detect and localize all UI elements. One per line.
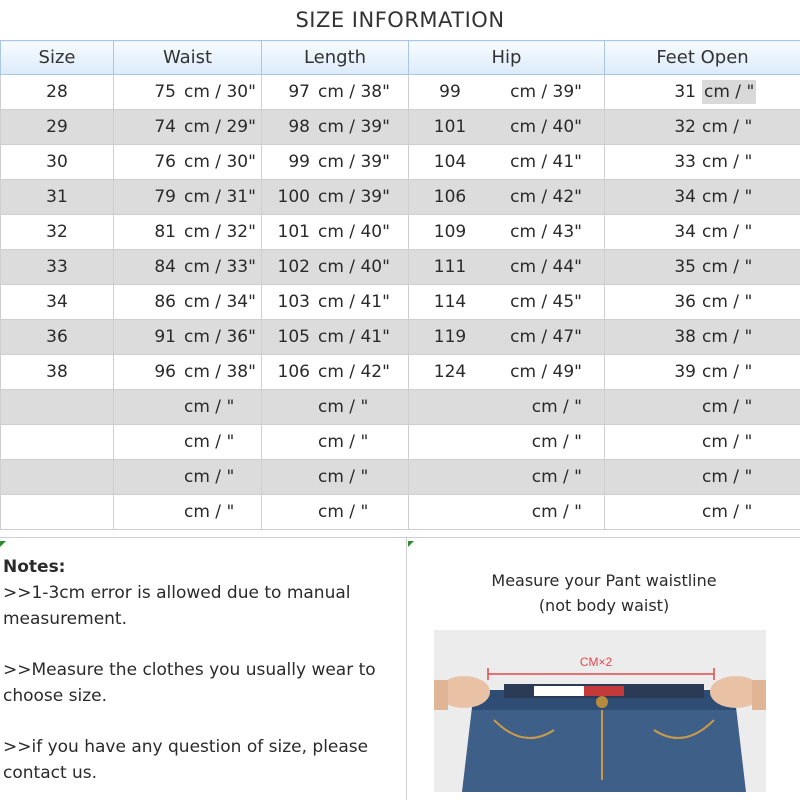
feet-unit-text	[702, 502, 800, 522]
waist-cell	[114, 75, 262, 110]
waist-cell	[114, 355, 262, 390]
feet-cell	[605, 75, 800, 110]
feet-cm-value: 39	[674, 362, 696, 382]
feet-unit-label: cm / "	[702, 152, 753, 172]
feet-unit-text	[702, 362, 800, 382]
waist-cell	[114, 250, 262, 285]
hip-unit-text	[475, 397, 604, 417]
waist-unit-text	[184, 502, 261, 522]
hip-cell	[409, 110, 605, 145]
size-cell	[1, 390, 114, 425]
waist-unit-text	[184, 327, 261, 347]
hip-unit-text	[475, 257, 604, 277]
size-table	[0, 40, 800, 530]
waist-unit-text	[184, 117, 261, 137]
waist-unit-text	[184, 257, 261, 277]
hip-unit-label: cm / "	[531, 502, 582, 522]
waist-cell	[114, 460, 262, 495]
hip-cell	[409, 215, 605, 250]
length-unit-text	[318, 432, 408, 452]
hip-cell	[409, 285, 605, 320]
hip-unit-text	[475, 82, 604, 102]
waist-unit-text	[184, 362, 261, 382]
notes-panel	[0, 538, 407, 800]
feet-cm-value: 34	[674, 222, 696, 242]
feet-cell	[605, 355, 800, 390]
size-cell: 36	[1, 320, 114, 355]
hip-unit-text	[475, 222, 604, 242]
waist-cell	[114, 320, 262, 355]
jeans-waist-photo	[434, 630, 766, 792]
length-cell	[262, 145, 409, 180]
feet-cell	[605, 285, 800, 320]
length-unit-label: cm / 41"	[318, 292, 390, 312]
feet-cm-value: 34	[674, 187, 696, 207]
waist-unit-text	[184, 467, 261, 487]
measure-label: CM×2	[579, 655, 613, 669]
feet-unit-label: cm / "	[702, 222, 753, 242]
size-cell: 33	[1, 250, 114, 285]
waist-cm-value: 86	[154, 292, 176, 312]
feet-unit-text	[702, 397, 800, 417]
feet-unit-label: cm / "	[702, 187, 753, 207]
hip-unit-text	[475, 152, 604, 172]
feet-unit-text	[702, 327, 800, 347]
waist-cm-value: 75	[154, 82, 176, 102]
measure-line2: (not body waist)	[538, 596, 670, 615]
feet-unit-label: cm / "	[702, 257, 753, 277]
feet-unit-label: cm / "	[702, 432, 753, 452]
length-cm-value: 101	[277, 222, 310, 242]
hip-unit-label: cm / 49"	[510, 362, 582, 382]
feet-unit-label: cm / "	[702, 292, 753, 312]
length-cm-value: 98	[288, 117, 310, 137]
waist-cell	[114, 495, 262, 530]
size-cell: 28	[1, 75, 114, 110]
length-unit-label: cm / "	[318, 502, 369, 522]
waist-cm-value: 74	[154, 117, 176, 137]
waist-cm-value: 84	[154, 257, 176, 277]
feet-unit-text	[702, 187, 800, 207]
hip-cell	[409, 495, 605, 530]
table-body	[1, 75, 800, 530]
feet-unit-label: cm / "	[702, 397, 753, 417]
waist-cell	[114, 180, 262, 215]
size-cell: 38	[1, 355, 114, 390]
hip-cm-value: 101	[433, 117, 467, 137]
page-title: SIZE INFORMATION	[295, 8, 505, 32]
feet-cm-value: 35	[674, 257, 696, 277]
hip-cell	[409, 460, 605, 495]
waist-unit-label: cm / 30"	[184, 152, 256, 172]
waist-unit-text	[184, 292, 261, 312]
length-cm-value: 100	[277, 187, 310, 207]
hip-unit-label: cm / 42"	[510, 187, 582, 207]
length-cell	[262, 285, 409, 320]
table-row	[1, 145, 800, 180]
hip-cell	[409, 355, 605, 390]
hip-cell	[409, 250, 605, 285]
waist-cell	[114, 390, 262, 425]
waist-unit-label: cm / 31"	[184, 187, 256, 207]
waist-unit-label: cm / 34"	[184, 292, 256, 312]
feet-cell	[605, 145, 800, 180]
hip-unit-label: cm / "	[531, 397, 582, 417]
header-hip: Hip	[409, 41, 605, 75]
measure-instruction	[408, 568, 800, 618]
waist-unit-label: cm / "	[184, 397, 235, 417]
waist-unit-label: cm / 36"	[184, 327, 256, 347]
feet-unit-text	[702, 467, 800, 487]
length-cm-value: 106	[277, 362, 310, 382]
waist-unit-label: cm / 32"	[184, 222, 256, 242]
waist-cm-value: 79	[154, 187, 176, 207]
hip-unit-text	[475, 362, 604, 382]
length-cell	[262, 250, 409, 285]
length-unit-text	[318, 327, 408, 347]
feet-unit-text	[702, 117, 800, 137]
length-cell	[262, 215, 409, 250]
measure-line1: Measure your Pant waistline	[491, 571, 717, 590]
notes-heading: Notes:	[3, 557, 66, 577]
waist-cm-value: 81	[154, 222, 176, 242]
hip-unit-label: cm / 47"	[510, 327, 582, 347]
waist-unit-text	[184, 152, 261, 172]
length-unit-label: cm / 41"	[318, 327, 390, 347]
feet-cell	[605, 495, 800, 530]
hip-unit-label: cm / 44"	[510, 257, 582, 277]
length-unit-label: cm / "	[318, 432, 369, 452]
waist-unit-label: cm / "	[184, 467, 235, 487]
waist-cell	[114, 110, 262, 145]
size-cell: 32	[1, 215, 114, 250]
feet-cm-value: 31	[674, 82, 696, 102]
length-unit-label: cm / 42"	[318, 362, 390, 382]
length-cell	[262, 355, 409, 390]
length-unit-label: cm / 39"	[318, 187, 390, 207]
note-item: >>if you have any question of size, please contact us.	[3, 737, 369, 783]
table-row	[1, 460, 800, 495]
hip-cell	[409, 425, 605, 460]
length-unit-text	[318, 117, 408, 137]
hip-unit-text	[475, 187, 604, 207]
table-row	[1, 425, 800, 460]
length-unit-label: cm / 40"	[318, 257, 390, 277]
hip-cm-value: 111	[433, 257, 467, 277]
length-unit-label: cm / 39"	[318, 152, 390, 172]
measure-panel	[408, 538, 800, 800]
size-cell: 30	[1, 145, 114, 180]
feet-cm-value: 32	[674, 117, 696, 137]
feet-unit-label: cm / "	[702, 327, 753, 347]
waist-cm-value: 76	[154, 152, 176, 172]
waist-cell	[114, 425, 262, 460]
hip-unit-text	[475, 327, 604, 347]
hip-unit-label: cm / 39"	[510, 82, 582, 102]
hip-unit-label: cm / "	[531, 467, 582, 487]
length-cm-value: 97	[288, 82, 310, 102]
jeans-waist-illustration	[434, 630, 766, 792]
size-cell	[1, 495, 114, 530]
hip-cell	[409, 320, 605, 355]
length-cell	[262, 320, 409, 355]
length-cell	[262, 495, 409, 530]
length-unit-label: cm / "	[318, 467, 369, 487]
length-cell	[262, 75, 409, 110]
waist-unit-text	[184, 397, 261, 417]
table-row	[1, 320, 800, 355]
length-cell	[262, 110, 409, 145]
table-row	[1, 180, 800, 215]
table-row	[1, 355, 800, 390]
table-row	[1, 285, 800, 320]
waist-unit-text	[184, 187, 261, 207]
hip-cm-value: 99	[439, 82, 461, 102]
feet-unit-label: cm / "	[702, 117, 753, 137]
length-unit-text	[318, 187, 408, 207]
feet-cell	[605, 250, 800, 285]
hip-cm-value: 114	[433, 292, 467, 312]
length-unit-text	[318, 502, 408, 522]
feet-cell	[605, 180, 800, 215]
hip-cell	[409, 75, 605, 110]
waist-unit-label: cm / 33"	[184, 257, 256, 277]
hip-cm-value: 124	[433, 362, 467, 382]
hip-unit-text	[475, 292, 604, 312]
waist-cell	[114, 285, 262, 320]
length-unit-text	[318, 292, 408, 312]
header-length: Length	[262, 41, 409, 75]
header-feet-open: Feet Open	[605, 41, 800, 75]
feet-unit-text	[702, 152, 800, 172]
hip-cm-value: 109	[433, 222, 467, 242]
hip-cm-value: 104	[433, 152, 467, 172]
feet-cell	[605, 425, 800, 460]
hip-unit-text	[475, 467, 604, 487]
note-item: >>1-3cm error is allowed due to manual measurement.	[3, 583, 351, 629]
table-row	[1, 390, 800, 425]
size-cell: 29	[1, 110, 114, 145]
waist-unit-label: cm / "	[184, 432, 235, 452]
hip-cell	[409, 180, 605, 215]
feet-unit-label: cm / "	[702, 467, 753, 487]
waist-unit-label: cm / "	[184, 502, 235, 522]
length-unit-text	[318, 362, 408, 382]
feet-unit-text	[702, 257, 800, 277]
feet-cell	[605, 320, 800, 355]
feet-cell	[605, 390, 800, 425]
waist-cm-value: 96	[154, 362, 176, 382]
feet-unit-text	[702, 82, 800, 102]
feet-unit-label: cm / "	[702, 362, 753, 382]
feet-cm-value: 38	[674, 327, 696, 347]
waist-unit-text	[184, 222, 261, 242]
waist-unit-label: cm / 30"	[184, 82, 256, 102]
length-unit-text	[318, 222, 408, 242]
feet-unit-label: cm / "	[704, 82, 755, 102]
hip-unit-text	[475, 117, 604, 137]
length-unit-text	[318, 152, 408, 172]
feet-cell	[605, 460, 800, 495]
waist-unit-label: cm / 38"	[184, 362, 256, 382]
hip-unit-label: cm / "	[531, 432, 582, 452]
feet-unit-label: cm / "	[702, 502, 753, 522]
table-row	[1, 75, 800, 110]
length-cm-value: 105	[277, 327, 310, 347]
length-unit-text	[318, 397, 408, 417]
header-size: Size	[1, 41, 114, 75]
waist-cell	[114, 145, 262, 180]
feet-unit-text	[702, 222, 800, 242]
hip-unit-label: cm / 43"	[510, 222, 582, 242]
length-unit-label: cm / 39"	[318, 117, 390, 137]
length-cell	[262, 180, 409, 215]
length-unit-label: cm / 38"	[318, 82, 390, 102]
table-row	[1, 215, 800, 250]
waist-unit-label: cm / 29"	[184, 117, 256, 137]
length-cell	[262, 460, 409, 495]
length-cm-value: 102	[277, 257, 310, 277]
size-cell: 31	[1, 180, 114, 215]
length-unit-label: cm / 40"	[318, 222, 390, 242]
bottom-section	[0, 538, 800, 800]
waist-unit-text	[184, 82, 261, 102]
length-unit-text	[318, 82, 408, 102]
length-unit-label: cm / "	[318, 397, 369, 417]
size-cell	[1, 425, 114, 460]
hip-unit-label: cm / 41"	[510, 152, 582, 172]
table-header-row	[1, 41, 800, 75]
waist-unit-text	[184, 432, 261, 452]
feet-unit-text	[702, 432, 800, 452]
hip-unit-label: cm / 45"	[510, 292, 582, 312]
hip-unit-text	[475, 432, 604, 452]
waist-cell	[114, 215, 262, 250]
feet-cell	[605, 110, 800, 145]
feet-cm-value: 33	[674, 152, 696, 172]
table-row	[1, 110, 800, 145]
hip-cell	[409, 390, 605, 425]
waist-cm-value: 91	[154, 327, 176, 347]
length-cm-value: 103	[277, 292, 310, 312]
note-item: >>Measure the clothes you usually wear to choose size.	[3, 660, 376, 706]
feet-cm-value: 36	[674, 292, 696, 312]
size-cell: 34	[1, 285, 114, 320]
length-unit-text	[318, 257, 408, 277]
length-cell	[262, 425, 409, 460]
hip-cell	[409, 145, 605, 180]
table-row	[1, 495, 800, 530]
feet-cell	[605, 215, 800, 250]
table-row	[1, 250, 800, 285]
length-cm-value: 99	[288, 152, 310, 172]
hip-unit-text	[475, 502, 604, 522]
length-cell	[262, 390, 409, 425]
hip-cm-value: 119	[433, 327, 467, 347]
length-unit-text	[318, 467, 408, 487]
header-waist: Waist	[114, 41, 262, 75]
size-cell	[1, 460, 114, 495]
hip-unit-label: cm / 40"	[510, 117, 582, 137]
feet-unit-text	[702, 292, 800, 312]
hip-cm-value: 106	[433, 187, 467, 207]
